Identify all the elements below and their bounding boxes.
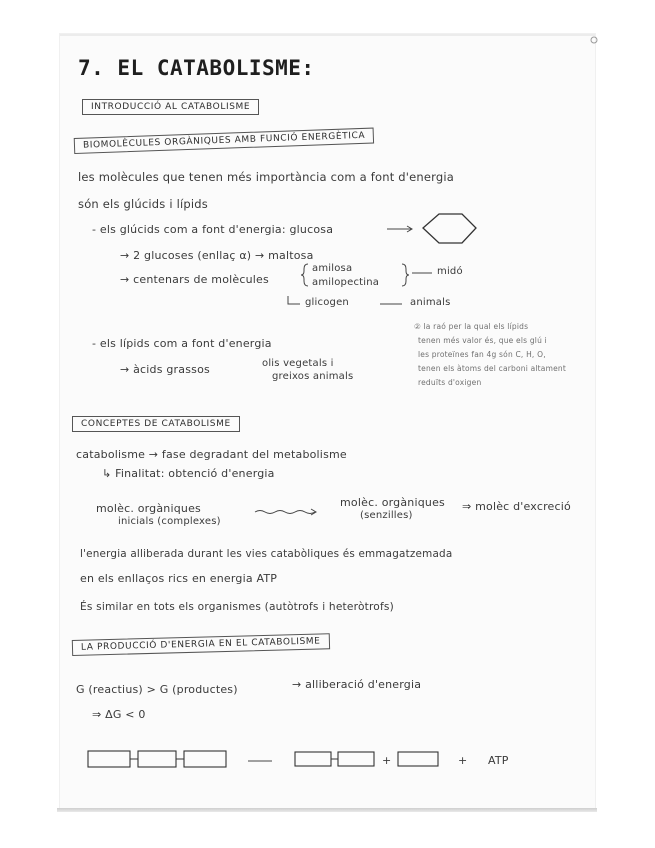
energia-line-2: en els enllaços rics en energia ATP xyxy=(80,572,278,585)
section-production-label: LA PRODUCCIÓ D'ENERGIA EN EL CATABOLISME xyxy=(72,633,330,656)
polymer-box-1 xyxy=(88,751,130,767)
section-intro-label: INTRODUCCIÓ AL CATABOLISME xyxy=(82,99,259,115)
note-line-1: ② la raó per la qual els lípids xyxy=(414,322,529,331)
olis-label: olis vegetals i xyxy=(262,358,334,369)
finalitat-line: ↳ Finalitat: obtenció d'energia xyxy=(102,467,275,480)
gibbs-release: → alliberació d'energia xyxy=(292,678,422,691)
right-brace xyxy=(402,264,409,286)
molec-initial: molèc. orgàniques xyxy=(96,502,201,515)
note-line-5: reduïts d'oxigen xyxy=(418,378,482,387)
polymer-box-2 xyxy=(138,751,176,767)
glucids-line: - els glúcids com a font d'energia: glucosa xyxy=(92,223,334,236)
catabolisme-def: catabolisme → fase degradant del metabolisme xyxy=(76,448,347,461)
corner-mark xyxy=(591,37,597,43)
energia-line-1: l'energia alliberada durant les vies catabòliques és emmagatzemada xyxy=(80,548,453,560)
product-box-3 xyxy=(398,752,438,766)
left-brace xyxy=(301,264,308,286)
note-line-3: les proteïnes fan 4g són C, H, O, xyxy=(418,350,546,359)
note-line-4: tenen els àtoms del carboni altament xyxy=(418,364,567,373)
molec-simple: molèc. orgàniques xyxy=(340,496,445,509)
molec-excrecio: ⇒ molèc d'excreció xyxy=(462,500,571,513)
polymer-box-3 xyxy=(184,751,226,767)
glicogen-label: glicogen xyxy=(305,297,349,308)
gibbs-line: G (reactius) > G (productes) xyxy=(76,683,238,696)
centenars-line: → centenars de molècules xyxy=(120,273,269,286)
delta-g-line: ⇒ ΔG < 0 xyxy=(92,708,146,721)
glicogen-hook xyxy=(288,296,300,304)
section-concepts-label: CONCEPTES DE CATABOLISME xyxy=(72,416,240,432)
lipids-line: - els lípids com a font d'energia xyxy=(92,337,272,350)
similar-line: És similar en tots els organismes (autòtrofs i heteròtrofs) xyxy=(80,601,394,613)
product-box-2 xyxy=(338,752,374,766)
molec-initial-sub: inicials (complexes) xyxy=(118,516,221,527)
note-line-2: tenen més valor és, que els glú i xyxy=(418,336,547,345)
plus-sign-1: + xyxy=(382,754,392,767)
maltosa-line: → 2 glucoses (enllaç α) → maltosa xyxy=(120,249,314,262)
product-box-1 xyxy=(295,752,331,766)
wavy-arrow xyxy=(255,511,315,514)
glucose-hexagon xyxy=(423,214,476,243)
section-biomolecules-label: BIOMOLÈCULES ORGÀNIQUES AMB FUNCIÓ ENERGÈTICA xyxy=(74,128,375,154)
mido-label: midó xyxy=(437,266,463,277)
wavy-arrow-head xyxy=(311,509,316,515)
molec-simple-sub: (senzilles) xyxy=(360,510,413,521)
greixos-label: greixos animals xyxy=(272,371,354,382)
amilopectina-label: amilopectina xyxy=(312,277,380,288)
atp-label: ATP xyxy=(488,754,509,767)
bio-line-2: són els glúcids i lípids xyxy=(78,197,208,211)
bio-line-1: les molècules que tenen més importància com a font d'energia xyxy=(78,170,455,184)
plus-sign-2: + xyxy=(458,754,468,767)
acids-line: → àcids grassos xyxy=(120,363,210,376)
page-title: 7. EL CATABOLISME: xyxy=(78,56,315,80)
animals-label: animals xyxy=(410,297,451,308)
amilosa-label: amilosa xyxy=(312,263,353,274)
